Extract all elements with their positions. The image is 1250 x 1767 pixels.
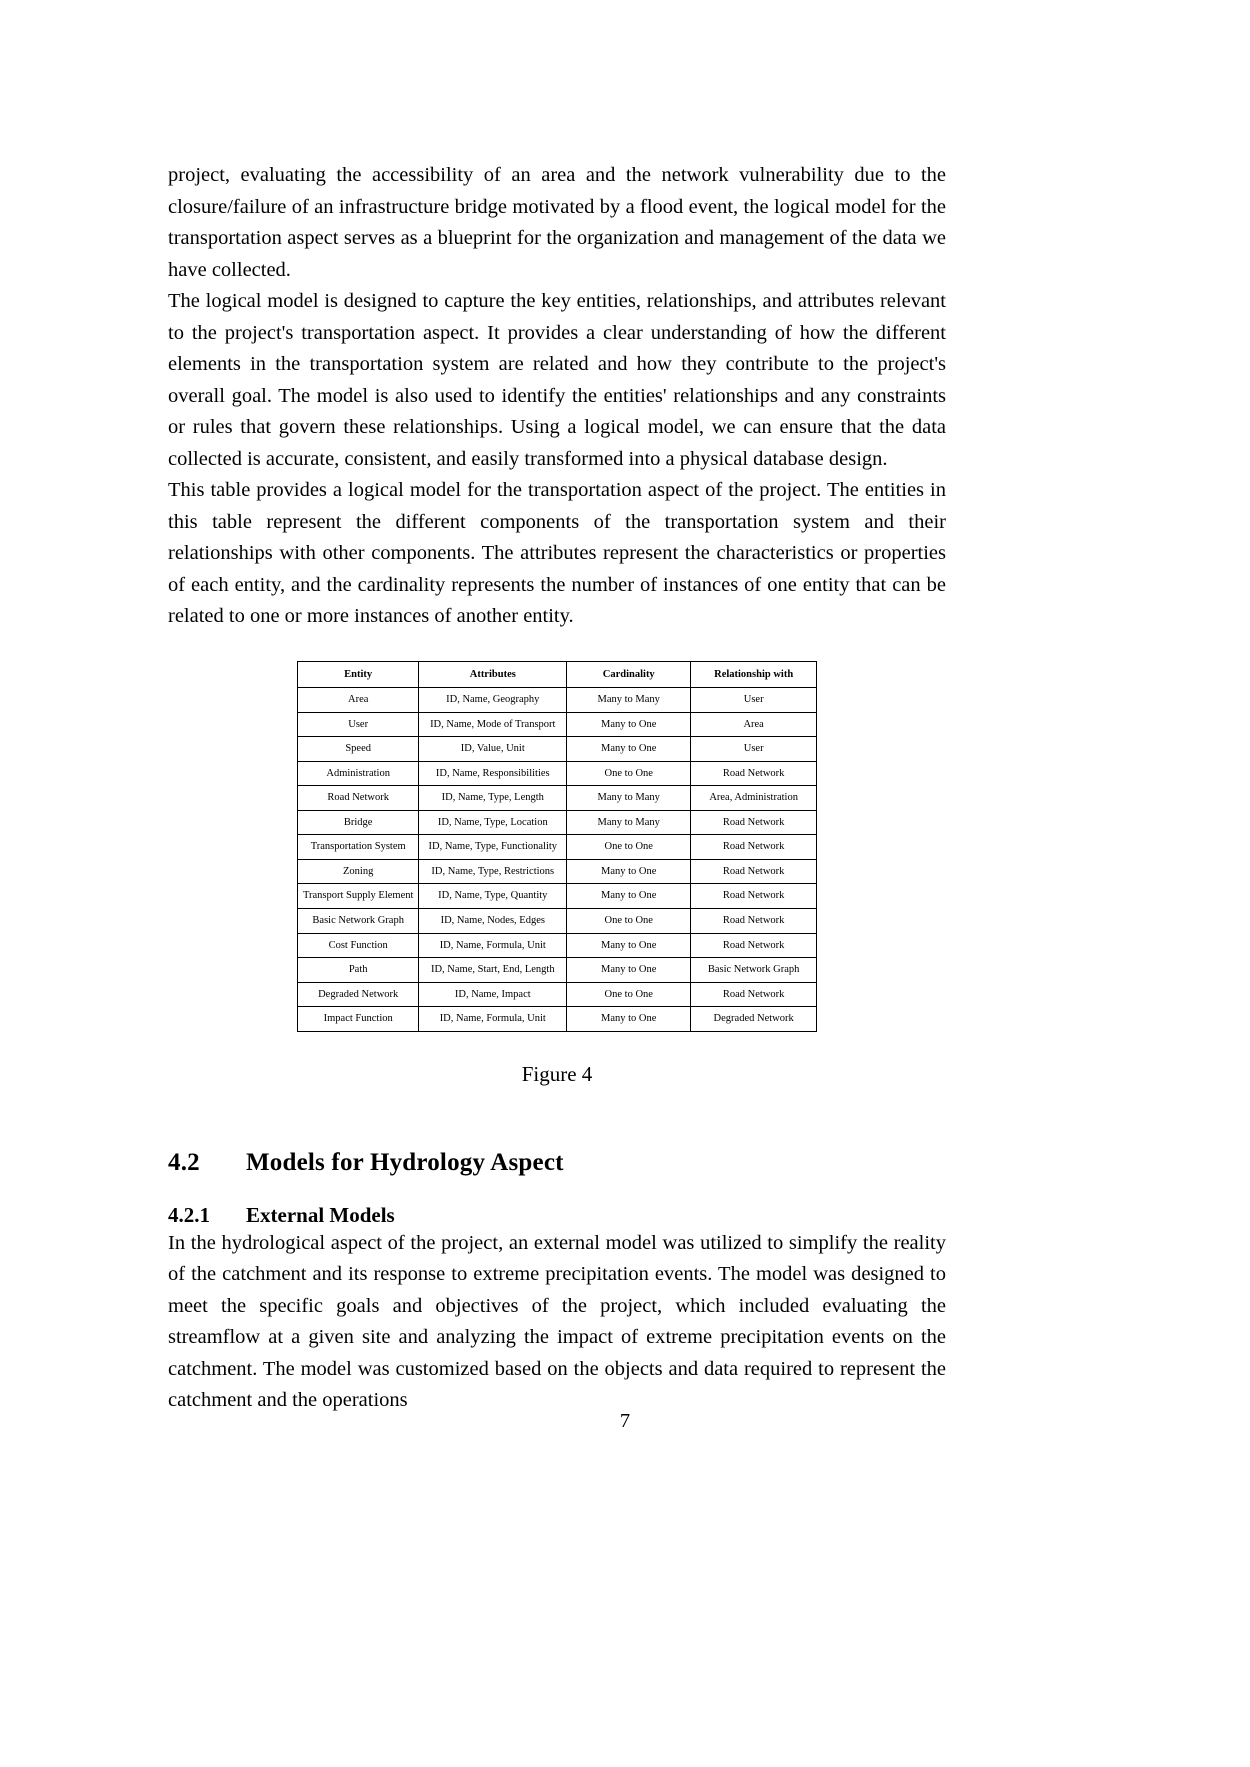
cell-entity: Impact Function (298, 1007, 419, 1032)
page-content (168, 160, 946, 1417)
cell-relationship: Road Network (691, 761, 817, 786)
cell-relationship: Road Network (691, 810, 817, 835)
cell-cardinality: One to One (567, 761, 691, 786)
cell-attributes: ID, Name, Responsibilities (419, 761, 567, 786)
cell-relationship: User (691, 737, 817, 762)
cell-attributes: ID, Name, Type, Restrictions (419, 859, 567, 884)
cell-entity: Degraded Network (298, 982, 419, 1007)
cell-entity: Speed (298, 737, 419, 762)
cell-entity: Area (298, 688, 419, 713)
cell-cardinality: Many to One (567, 933, 691, 958)
table-row (298, 786, 817, 811)
cell-entity: Bridge (298, 810, 419, 835)
paragraph-table-description: This table provides a logical model for the transportation aspect of the project. The entities in this table represent the different components of the transportation system and their relationships with other components. The attributes represent the characteristics or properties of each entity, and the cardinality represents the number of instances of one entity that can be related to one or more instances of another entity. (168, 479, 946, 627)
table-row (298, 688, 817, 713)
table-row (298, 712, 817, 737)
cell-entity: Administration (298, 761, 419, 786)
cell-relationship: Road Network (691, 884, 817, 909)
cell-relationship: Basic Network Graph (691, 958, 817, 983)
cell-relationship: Road Network (691, 859, 817, 884)
page-number: 7 (619, 1410, 631, 1432)
cell-attributes: ID, Name, Type, Location (419, 810, 567, 835)
paragraph-intro: project, evaluating the accessibility of an area and the network vulnerability due to the closure/failure of an infrastructure bridge motivated by a flood event, the logical model for the transportation aspect serves as a blueprint for the organization and management of the data we have collected. (168, 164, 946, 281)
cell-cardinality: One to One (567, 982, 691, 1007)
column-header-relationship: Relationship with (691, 661, 817, 688)
column-header-attributes: Attributes (419, 661, 567, 688)
column-header-cardinality: Cardinality (567, 661, 691, 688)
logical-model-table (297, 661, 817, 1032)
cell-cardinality: One to One (567, 908, 691, 933)
section-number: 4.2 (168, 1148, 200, 1176)
table-row (298, 859, 817, 884)
cell-attributes: ID, Name, Impact (419, 982, 567, 1007)
subsection-number: 4.2.1 (168, 1202, 210, 1227)
cell-cardinality: Many to Many (567, 810, 691, 835)
table-row (298, 933, 817, 958)
cell-relationship: Road Network (691, 933, 817, 958)
table-row (298, 761, 817, 786)
table-row (298, 982, 817, 1007)
cell-entity: Transportation System (298, 835, 419, 860)
figure-logical-model (168, 661, 946, 1032)
cell-cardinality: Many to One (567, 859, 691, 884)
cell-entity: Cost Function (298, 933, 419, 958)
cell-cardinality: Many to One (567, 1007, 691, 1032)
cell-attributes: ID, Name, Type, Length (419, 786, 567, 811)
cell-entity: User (298, 712, 419, 737)
cell-attributes: ID, Name, Start, End, Length (419, 958, 567, 983)
table-row (298, 810, 817, 835)
cell-attributes: ID, Name, Mode of Transport (419, 712, 567, 737)
cell-attributes: ID, Name, Type, Functionality (419, 835, 567, 860)
table-row (298, 1007, 817, 1032)
cell-attributes: ID, Name, Type, Quantity (419, 884, 567, 909)
table-row (298, 908, 817, 933)
figure-caption: Figure 4 (521, 1061, 593, 1086)
table-row (298, 884, 817, 909)
cell-entity: Zoning (298, 859, 419, 884)
cell-cardinality: Many to Many (567, 688, 691, 713)
cell-entity: Basic Network Graph (298, 908, 419, 933)
table-row (298, 835, 817, 860)
cell-relationship: Road Network (691, 835, 817, 860)
cell-cardinality: Many to One (567, 884, 691, 909)
paragraph-logical-model: The logical model is designed to capture the key entities, relationships, and attributes relevant to the project's transportation aspect. It provides a clear understanding of how the different elements in the transportation system are related and how they contribute to the project's overall goal. The model is also used to identify the entities' relationships and any constraints or rules that govern these relationships. Using a logical model, we can ensure that the data collected is accurate, consistent, and easily transformed into a physical database design. (168, 290, 946, 470)
cell-attributes: ID, Name, Formula, Unit (419, 933, 567, 958)
cell-attributes: ID, Name, Formula, Unit (419, 1007, 567, 1032)
cell-relationship: Area (691, 712, 817, 737)
table-header-row (298, 661, 817, 688)
cell-entity: Path (298, 958, 419, 983)
section-heading (168, 1149, 946, 1177)
cell-cardinality: Many to Many (567, 786, 691, 811)
cell-attributes: ID, Value, Unit (419, 737, 567, 762)
cell-entity: Transport Supply Element (298, 884, 419, 909)
cell-relationship: Area, Administration (691, 786, 817, 811)
column-header-entity: Entity (298, 661, 419, 688)
cell-entity: Road Network (298, 786, 419, 811)
subsection-title: External Models (246, 1202, 395, 1227)
table-row (298, 737, 817, 762)
cell-relationship: Road Network (691, 908, 817, 933)
cell-cardinality: Many to One (567, 712, 691, 737)
cell-relationship: Road Network (691, 982, 817, 1007)
cell-cardinality: One to One (567, 835, 691, 860)
subsection-heading (168, 1203, 946, 1228)
table-row (298, 958, 817, 983)
cell-attributes: ID, Name, Nodes, Edges (419, 908, 567, 933)
paragraph-external-models: In the hydrological aspect of the project, an external model was utilized to simplify the reality of the catchment and its response to extreme precipitation events. The model was designed to meet the specific goals and objectives of the project, which included evaluating the streamflow at a given site and analyzing the impact of extreme precipitation events on the catchment. The model was customized based on the objects and data required to represent the catchment and the operations (168, 1231, 946, 1412)
cell-relationship: Degraded Network (691, 1007, 817, 1032)
cell-attributes: ID, Name, Geography (419, 688, 567, 713)
section-title: Models for Hydrology Aspect (246, 1148, 564, 1176)
cell-cardinality: Many to One (567, 737, 691, 762)
cell-cardinality: Many to One (567, 958, 691, 983)
cell-relationship: User (691, 688, 817, 713)
